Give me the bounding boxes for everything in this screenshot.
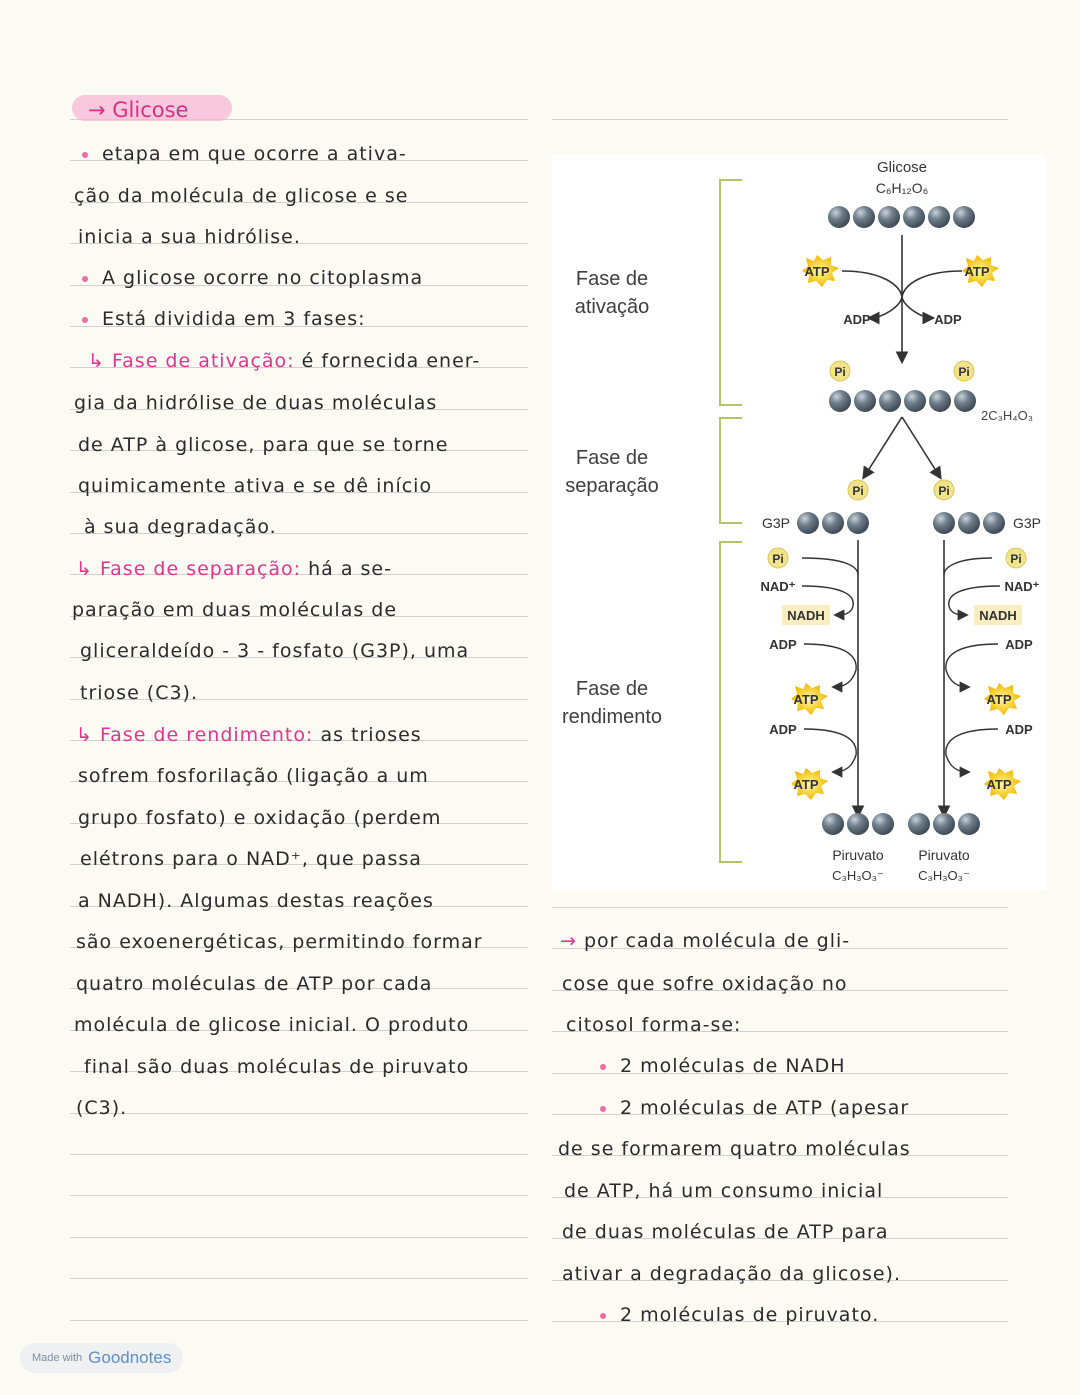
phosphate-badge	[934, 480, 954, 500]
bullet-icon	[600, 1106, 606, 1112]
ruled-line	[70, 1237, 528, 1238]
yield-branch-left	[760, 540, 858, 815]
phosphate-badge	[848, 480, 868, 500]
pyruvate-label-left: Piruvato	[832, 847, 884, 863]
svg-text:Pi: Pi	[938, 484, 950, 498]
note-line-12: paração em duas moléculas de	[72, 599, 398, 621]
fructose-bisphosphate-molecule	[829, 390, 976, 412]
pyruvate-formula-left: C₃H₃O₃⁻	[832, 868, 884, 883]
note-line-6: ↳ Fase de ativação: é fornecida ener-	[88, 350, 481, 372]
adp-label: ADP	[934, 312, 962, 327]
note-line-3: inicia a sua hidrólise.	[78, 226, 301, 248]
summary-line-8: de duas moléculas de ATP para	[562, 1221, 889, 1243]
yield-branch-right	[944, 540, 1040, 815]
ruled-line	[70, 1154, 528, 1155]
note-line-22: molécula de glicose inicial. O produto	[74, 1014, 470, 1036]
ruled-line	[70, 1278, 528, 1279]
atp-star-right	[962, 255, 999, 287]
note-line-23: final são duas moléculas de piruvato	[84, 1056, 470, 1078]
phosphate-badge	[954, 361, 974, 381]
note-line-2: ção da molécula de glicose e se	[74, 185, 409, 207]
g3p-molecule-left	[797, 512, 869, 534]
note-line-20: são exoenergéticas, permitindo formar	[76, 931, 483, 953]
svg-text:ADP: ADP	[1005, 722, 1033, 737]
note-line-1: etapa em que ocorre a ativa-	[82, 145, 407, 164]
arrow-icon: →	[88, 98, 113, 122]
svg-text:ATP: ATP	[793, 692, 819, 707]
svg-text:NAD⁺: NAD⁺	[1004, 579, 1040, 594]
g3p-label-right: G3P	[1012, 515, 1042, 531]
ruled-line	[70, 1195, 528, 1196]
note-line-18: elétrons para o NAD⁺, que passa	[80, 848, 422, 870]
glucose-label: Glicose	[876, 159, 928, 176]
sub-arrow-icon: ↳	[76, 558, 100, 580]
note-line-8: de ATP à glicose, para que se torne	[78, 434, 449, 456]
bullet-icon	[600, 1064, 606, 1070]
pyruvate-formula-right: C₃H₃O₃⁻	[918, 868, 970, 883]
summary-line-4: 2 moléculas de NADH	[600, 1057, 846, 1076]
page-title	[88, 98, 188, 122]
made-with-label: Made with	[32, 1352, 83, 1364]
note-line-13: gliceraldeído - 3 - fosfato (G3P), uma	[80, 640, 470, 662]
note-line-21: quatro moléculas de ATP por cada	[76, 973, 433, 995]
ruled-line	[552, 907, 1008, 908]
svg-text:Pi: Pi	[852, 484, 864, 498]
svg-text:Pi: Pi	[772, 552, 784, 566]
note-line-19: a NADH). Algumas destas reações	[78, 890, 434, 912]
note-line-10: à sua degradação.	[84, 516, 277, 538]
split-arrows	[864, 417, 940, 477]
note-line-14: triose (C3).	[80, 682, 199, 704]
adp-label: ADP	[843, 312, 871, 327]
pathway-svg	[552, 155, 1046, 890]
summary-line-2: cose que sofre oxidação no	[562, 973, 848, 995]
ruled-line	[70, 1113, 528, 1114]
phosphate-badge	[830, 361, 850, 381]
bullet-icon	[82, 276, 88, 282]
activation-arrows	[842, 235, 962, 361]
note-line-4: A glicose ocorre no citoplasma	[82, 269, 423, 288]
note-line-5: Está dividida em 3 fases:	[82, 310, 366, 329]
sub-arrow-icon: ↳	[88, 350, 112, 372]
note-line-24: (C3).	[76, 1097, 128, 1119]
svg-text:ADP: ADP	[1005, 637, 1033, 652]
bullet-icon	[82, 317, 88, 323]
pyruvate-label-right: Piruvato	[918, 847, 970, 863]
note-line-7: gia da hidrólise de duas moléculas	[74, 392, 438, 414]
summary-line-10: 2 moléculas de piruvato.	[600, 1306, 879, 1325]
pyruvate-molecule-right	[908, 813, 980, 835]
atp-label: ATP	[804, 264, 830, 279]
summary-line-3: citosol forma-se:	[566, 1014, 742, 1036]
atp-label: ATP	[964, 264, 990, 279]
arrow-icon: →	[560, 930, 584, 952]
pyruvate-molecule-left	[822, 813, 894, 835]
summary-line-6: de se formarem quatro moléculas	[558, 1138, 911, 1160]
bullet-icon	[82, 152, 88, 158]
svg-text:Pi: Pi	[1010, 552, 1022, 566]
svg-text:NAD⁺: NAD⁺	[760, 579, 796, 594]
summary-line-7: de ATP, há um consumo inicial	[564, 1180, 884, 1202]
phase-label-activation: Fase de ativação	[574, 268, 650, 318]
summary-line-9: ativar a degradação da glicose).	[562, 1263, 901, 1285]
phase-label-separation: Fase de separação	[565, 447, 659, 497]
phase-label-yield: Fase de rendimento	[561, 678, 663, 728]
handwritten-formula: 2C₃H₄O₃	[980, 408, 1034, 423]
sub-arrow-icon: ↳	[76, 724, 100, 746]
svg-text:ATP: ATP	[986, 777, 1012, 792]
note-line-17: grupo fosfato) e oxidação (perdem	[78, 807, 442, 829]
svg-text:Pi: Pi	[958, 365, 970, 379]
goodnotes-badge[interactable]	[20, 1343, 183, 1373]
note-line-11: ↳ Fase de separação: há a se-	[76, 558, 392, 580]
summary-line-1: → por cada molécula de gli-	[560, 930, 851, 952]
ruled-line	[70, 1320, 528, 1321]
svg-text:ATP: ATP	[793, 777, 819, 792]
svg-text:ADP: ADP	[769, 722, 797, 737]
note-line-9: quimicamente ativa e se dê início	[78, 475, 433, 497]
g3p-molecule-right	[933, 512, 1005, 534]
goodnotes-logo: Goodnotes	[88, 1348, 172, 1367]
glucose-molecule	[828, 206, 975, 228]
ruled-line	[552, 119, 1008, 120]
phase-brackets	[720, 180, 742, 862]
note-line-16: sofrem fosforilação (ligação a um	[78, 765, 429, 787]
bullet-icon	[600, 1313, 606, 1319]
atp-star-left	[802, 255, 839, 287]
g3p-label-left: G3P	[761, 515, 791, 531]
glycolysis-diagram	[552, 155, 1046, 890]
svg-text:NADH: NADH	[787, 608, 825, 623]
glucose-formula: C₆H₁₂O₆	[875, 180, 929, 196]
svg-text:NADH: NADH	[979, 608, 1017, 623]
note-line-15: ↳ Fase de rendimento: as trioses	[76, 724, 422, 746]
svg-text:Pi: Pi	[834, 365, 846, 379]
title-text: Glicose	[112, 98, 189, 122]
svg-text:ADP: ADP	[769, 637, 797, 652]
summary-line-5: 2 moléculas de ATP (apesar	[600, 1099, 909, 1118]
svg-text:ATP: ATP	[986, 692, 1012, 707]
